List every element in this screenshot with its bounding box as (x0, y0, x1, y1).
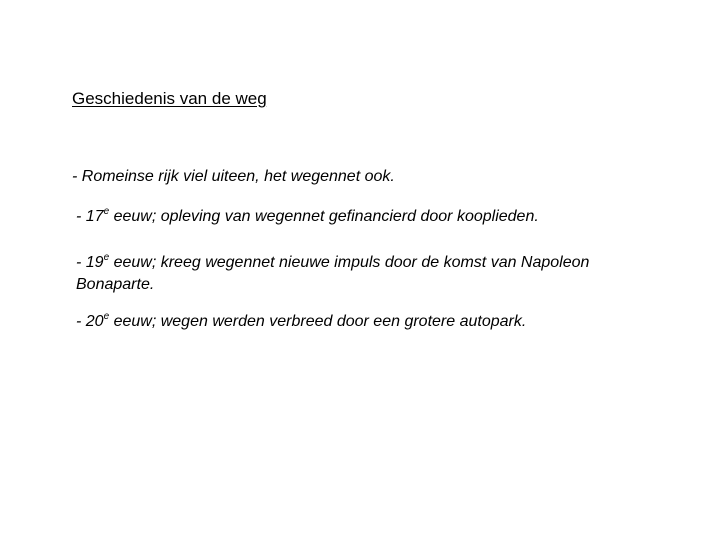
bullet-superscript: e (103, 310, 110, 322)
bullet-text: eeuw; opleving van wegennet gefinancierd door kooplieden. (109, 208, 539, 225)
bullet-prefix: - 19 (76, 254, 104, 271)
bullet-item-19e-eeuw (76, 252, 589, 296)
bullet-item-17e-eeuw (76, 206, 539, 228)
slide-title: Geschiedenis van de weg (72, 89, 267, 108)
bullet-item-20e-eeuw (76, 311, 526, 333)
bullet-text: eeuw; wegen werden verbreed door een grotere autopark. (109, 313, 527, 330)
bullet-continuation: Bonaparte. (76, 276, 155, 293)
bullet-text: eeuw; kreeg wegennet nieuwe impuls door de komst van Napoleon (109, 254, 590, 271)
bullet-item-romeinse-rijk (72, 166, 395, 188)
bullet-prefix: - 20 (76, 313, 104, 330)
bullet-superscript: e (103, 251, 110, 263)
bullet-superscript: e (103, 205, 110, 217)
bullet-prefix: - 17 (76, 208, 104, 225)
bullet-text: - Romeinse rijk viel uiteen, het wegennet ook. (72, 168, 395, 185)
